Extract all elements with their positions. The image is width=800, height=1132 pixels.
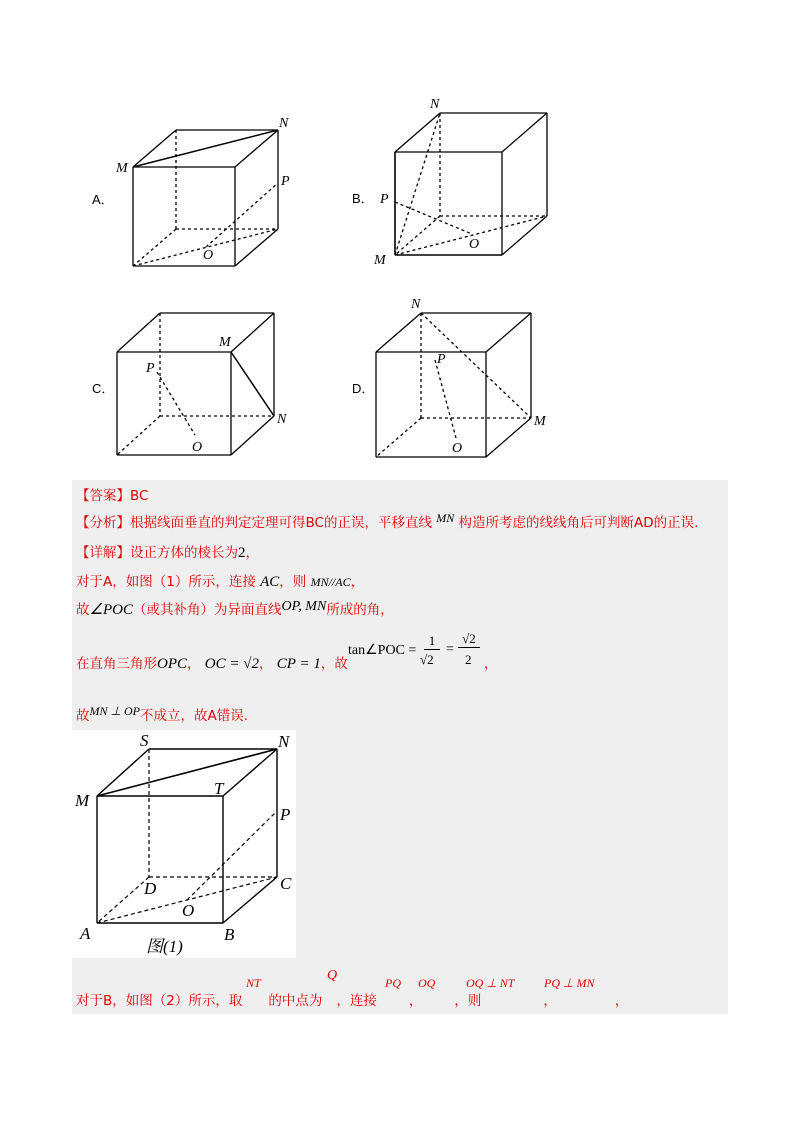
option-cubes <box>0 0 800 480</box>
option-d-label: D． <box>352 381 375 396</box>
analysis-math: MN <box>436 511 455 525</box>
line8-text-g: ， <box>614 993 629 1009</box>
line4-mn-parallel-ac: MN//AC <box>310 575 351 589</box>
line5-text-a: 故 <box>76 602 90 618</box>
fig1-caption: 图(1) <box>146 937 183 956</box>
line6-oc: OC = √2 <box>204 656 259 672</box>
cube-c-label-n: N <box>277 412 287 427</box>
cube-a-label-o: O <box>203 248 214 263</box>
line6-cp: CP = 1 <box>276 656 321 672</box>
figure-1 <box>72 730 296 958</box>
answer-tag: 【答案】 <box>76 488 130 504</box>
analysis-text-a: 根据线面垂直的判定定理可得BC的正误，平移直线 <box>130 515 432 531</box>
detail-line <box>76 541 259 562</box>
cube-c-label-m: M <box>219 335 231 350</box>
answer-line <box>76 484 148 504</box>
fig1-label-p: P <box>280 805 291 824</box>
line6-text-d: ，故 <box>320 656 348 672</box>
cube-d-label-p: P <box>437 352 446 367</box>
cube-d-label-n: N <box>411 297 421 312</box>
cube-c <box>117 313 274 455</box>
line8-text-a: 对于B，如图（2）所示，取 <box>76 993 243 1009</box>
fig1-label-s: S <box>140 731 149 750</box>
analysis-tag: 【分析】 <box>76 515 130 531</box>
line-5 <box>76 598 394 619</box>
tan-frac2-num: √2 <box>458 631 480 648</box>
line6-opc: OPC <box>157 656 187 672</box>
cube-d-label-o: O <box>452 441 463 456</box>
line8-text-d: ， <box>408 993 423 1009</box>
cube-c-label-o: O <box>192 440 203 455</box>
line5-angle: ∠POC <box>89 602 133 618</box>
detail-end: ， <box>245 545 259 561</box>
line4-text-a: 对于A，如图（1）所示，连接 <box>76 574 256 590</box>
cube-a-label-m: M <box>116 161 128 176</box>
tan-label: tan∠POC = <box>348 643 417 658</box>
answer-value: BC <box>130 488 149 504</box>
fig1-label-o: O <box>182 901 195 920</box>
tan-frac1-num: 1 <box>424 633 440 650</box>
analysis-line <box>76 511 698 531</box>
line4-text-c: ， <box>350 574 365 590</box>
fig1-label-c: C <box>280 874 292 893</box>
line5-text-c: 所成的角， <box>326 602 394 618</box>
detail-value: 2 <box>238 545 246 561</box>
cube-b-label-p: P <box>380 192 389 207</box>
fig1-label-m: M <box>75 791 90 810</box>
line5-op-mn: OP, MN <box>281 599 327 614</box>
cube-b-label-n: N <box>430 97 440 112</box>
option-c-label: C． <box>92 381 115 396</box>
line7-text-b: 不成立，故A错误. <box>139 708 248 724</box>
line8-text-c: ，连接 <box>336 993 377 1009</box>
tan-frac2-den: 2 <box>465 652 472 667</box>
line8-nt: NT <box>246 976 261 990</box>
option-b-label: B． <box>352 191 374 206</box>
cube-c-label-p: P <box>146 361 155 376</box>
cube-d-label-m: M <box>534 414 546 429</box>
fig1-label-d: D <box>144 879 157 898</box>
cube-a-label-p: P <box>281 174 290 189</box>
line6-text-b: ， <box>187 656 201 672</box>
line5-text-b: （或其补角）为异面直线 <box>132 602 282 618</box>
line-7 <box>76 704 248 724</box>
detail-tag: 【详解】 <box>76 545 130 561</box>
line4-text-b: ，则 <box>279 574 307 590</box>
cube-b <box>395 113 547 255</box>
line7-mn-perp-op: MN ⊥ OP <box>89 704 140 718</box>
tan-eq: = <box>446 642 454 657</box>
fig1-label-b: B <box>224 925 235 944</box>
line8-text-f: ， <box>543 993 557 1009</box>
detail-text: 设正方体的棱长为 <box>130 545 238 561</box>
option-a-label: A． <box>92 192 114 207</box>
cube-d <box>376 313 531 457</box>
fig1-label-a: A <box>80 924 91 943</box>
line8-q: Q <box>327 968 338 983</box>
line8-text-e: ，则 <box>454 993 482 1009</box>
analysis-text-b: 构造所考虑的线线角后可判断AD的正误. <box>458 515 699 531</box>
line-8 <box>76 989 628 1009</box>
line8-pq: PQ <box>385 976 401 990</box>
line8-oq-perp-nt: OQ ⊥ NT <box>466 976 515 990</box>
cube-a-label-n: N <box>279 116 289 131</box>
line7-text-a: 故 <box>76 708 90 724</box>
line6-text-a: 在直角三角形 <box>76 656 157 672</box>
line8-text-b: 的中点为 <box>268 993 323 1009</box>
line-4 <box>76 570 364 591</box>
cube-b-label-m: M <box>374 253 386 268</box>
line-6 <box>76 652 348 673</box>
tan-end: ， <box>484 656 498 672</box>
line8-oq: OQ <box>418 976 436 990</box>
line4-ac: AC <box>260 574 280 590</box>
cube-a <box>133 130 278 266</box>
cube-b-label-o: O <box>469 237 480 252</box>
fig1-label-t: T <box>214 779 224 798</box>
fig1-label-n: N <box>278 732 290 751</box>
line8-pq-perp-mn: PQ ⊥ MN <box>544 976 595 990</box>
tan-frac1-den: √2 <box>420 652 434 667</box>
line6-text-c: ， <box>259 656 273 672</box>
